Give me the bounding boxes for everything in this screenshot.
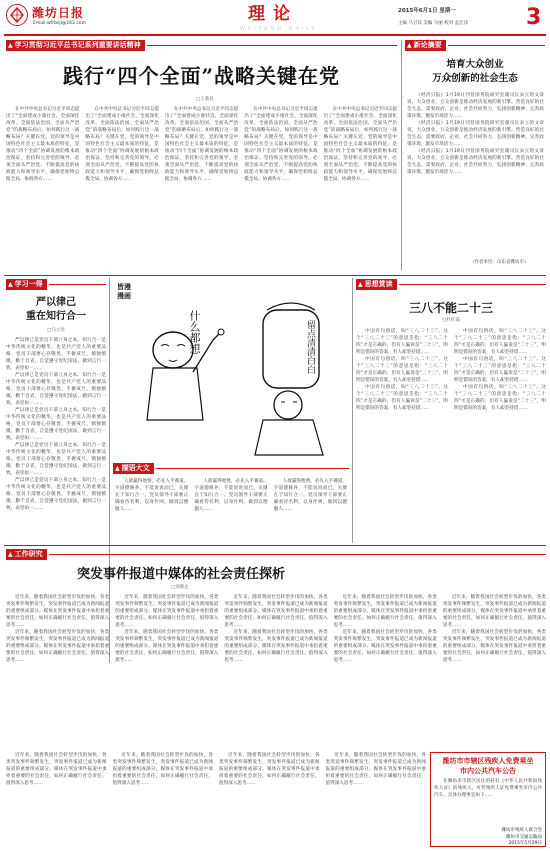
cartoon-panel: [113, 280, 349, 460]
notice-body: 在潍坊市市辖区居住的持有《中华人民共和国残疾人证》的残疾人，可凭残疾人证免费乘坐市内公共汽车。具体办理事宜如下……: [434, 779, 542, 799]
paper-name: 潍坊日报: [32, 6, 85, 20]
column-divider: [352, 278, 353, 543]
kite-logo-icon: [9, 7, 25, 23]
work-body: 近年来，随着我国社会转型步伐的加快，各类突发事件频繁发生，突发事件报道已成为新闻报道的重要组成部分。媒体在突发事件报道中承担着重要的社会责任，如何正确履行社会责任，值得深入思考…… 近年来，随着我国社会转型步伐的加快，各类突发事件频繁发生，突发事件报道已成为新闻报道的重要组成部分。媒体在突发事件报道中承担着重要的社会责任，如何正确履行社会责任，值得深入思考…… 近年来，随着我国社会转型步伐的加快，各类突发事件频繁发生，突发事件报道已成为新闻报道的重要组成部分。媒体在突发事件报道中承担着重要的社会责任，如何正确履行社会责任，值得深入思考…… 近年来，随着我国社会转型步伐的加快，各类突发事件频繁发生，突发事件报道已成为新闻报道的重要组成部分。媒体在突发事件报道中承担着重要的社会责任，如何正确履行社会责任，值得深入思考…… 近年来，随着我国社会转型步伐的加快，各类突发事件频繁发生，突发事件报道已成为新闻报道的重要组成部分。媒体在突发事件报道中承担着重要的社会责任，如何正确履行社会责任，值得深入思考…… 近年来，随着我国社会转型步伐的加快，各类突发事件频繁发生，突发事件报道已成为新闻报道的重要组成部分。媒体在突发事件报道中承担着重要的社会责任，如何正确履行社会责任，值得深入思考…… 近年来，随着我国社会转型步伐的加快，各类突发事件频繁发生，突发事件报道已成为新闻报道的重要组成部分。媒体在突发事件报道中承担着重要的社会责任，如何正确履行社会责任，值得深入思考…… 近年来，随着我国社会转型步伐的加快，各类突发事件频繁发生，突发事件报道已成为新闻报道的重要组成部分。媒体在突发事件报道中承担着重要的社会责任，如何正确履行社会责任，值得深入思考…… 近年来，随着我国社会转型步伐的加快，各类突发事件频繁发生，突发事件报道已成为新闻报道的重要组成部分。媒体在突发事件报道中承担着重要的社会责任，如何正确履行社会责任，值得深入思考…… 近年来，随着我国社会转型步伐的加快，各类突发事件频繁发生，突发事件报道已成为新闻报道的重要组成部分。媒体在突发事件报道中承担着重要的社会责任，如何正确履行社会责任，值得深入思考……: [6, 595, 547, 663]
series-banner: [6, 40, 397, 51]
notice-title-2: 市内公共汽车公告: [460, 766, 516, 776]
new-views-tag: 新论摘要: [413, 41, 442, 49]
study-title-2: 重在知行合一: [26, 311, 86, 322]
triangle-icon: ▲: [8, 551, 13, 558]
main-byline: □王新民: [196, 97, 214, 102]
main-article-col-4: 在中共中央总书记习近平同志提出了“全面建成小康社会、全面深化改革、全面依法治国、全面从严治党”的战略布局后，如何践行这一战略布局？关键在党。党的领导是中国特色社会主义最本质的特征，是推动“四个全面”协调发展的根本政治保证。坚持和完善党的领导，必须全面从严治党，不断提高党的执政能力和领导水平，确保党始终总揽全局、协调各方……: [244, 107, 318, 182]
section-title: 理论: [248, 4, 298, 24]
work-tag: 工作研究: [14, 550, 43, 558]
editors-line: 主编 马卫其 美编 马丽 校对 孟宏泽: [398, 21, 469, 26]
issue-date: 2015年6月1日 星期一: [398, 8, 456, 14]
column-divider: [401, 40, 402, 270]
cartoon-body-icon: [147, 368, 203, 420]
masthead: [0, 0, 550, 36]
study-tag: 学习一得: [14, 280, 43, 288]
new-views-body: 《经济日报》1月19日刊登国务院研究室副司长宋立的文章说，大众创业、万众创新是推动经济发展的新引擎。营造良好的社会生态，需要政府、企业、社会共同努力，弘扬创新精神，完善政策环境，激发市场活力…… 《经济日报》1月19日刊登国务院研究室副司长宋立的文章说，大众创业、万众创新是推动经济发展的新引擎。营造良好的社会生态，需要政府、企业、社会共同努力，弘扬创新精神，完善政策环境，激发市场活力…… 《经济日报》1月19日刊登国务院研究室副司长宋立的文章说，大众创业、万众创新是推动经济发展的新引擎。营造良好的社会生态，需要政府、企业、社会共同努力，弘扬创新精神，完善政策环境，激发市场活力……: [407, 93, 544, 175]
triangle-icon: ▲: [358, 281, 363, 288]
study-header: [6, 279, 106, 290]
thought-byline: □杜红霞: [442, 318, 460, 323]
triangle-icon: ▲: [115, 465, 120, 472]
thought-headline: 三八不能二十三: [408, 301, 493, 315]
masthead-email: Email:wfrbsjl@163.com: [33, 21, 86, 26]
notice-date: 2015年5月29日: [508, 841, 542, 847]
work-headline: 突发事件报道中媒体的社会责任探析: [76, 567, 285, 582]
main-article: [6, 106, 397, 272]
main-article-col-5: 在中共中央总书记习近平同志提出了“全面建成小康社会、全面深化改革、全面依法治国、全面从严治党”的战略布局后，如何践行这一战略布局？关键在党。党的领导是中国特色社会主义最本质的特征，是推动“四个全面”协调发展的根本政治保证。坚持和完善党的领导，必须全面从严治党，不断提高党的执政能力和领导水平，确保党始终总揽全局、协调各方……: [323, 107, 398, 182]
triangle-icon: ▲: [407, 42, 412, 49]
study-title-1: 严以律己: [36, 297, 76, 308]
main-article-col-3: 在中共中央总书记习近平同志提出了“全面建成小康社会、全面深化改革、全面依法治国、全面从严治党”的战略布局后，如何践行这一战略布局？关键在党。党的领导是中国特色社会主义最本质的特征，是推动“四个全面”协调发展的根本政治保证。坚持和完善党的领导，必须全面从严治党，不断提高党的执政能力和领导水平，确保党始终总揽全局、协调各方……: [164, 107, 239, 182]
cartoon-left-script: 什么都想: [188, 310, 201, 354]
series-title: 学习贯彻习近平总书记系列重要讲话精神: [14, 41, 141, 49]
work-header: [6, 549, 546, 560]
study-byline: □马立光: [47, 328, 65, 333]
page-number: 3: [526, 5, 542, 30]
masthead-rule: [4, 34, 546, 36]
cartoon-right-script: 留点清清白白: [305, 320, 315, 374]
cartoon-head-2-icon: [274, 391, 302, 419]
thought-header: [356, 279, 546, 290]
main-article-col-1: 在中共中央总书记习近平同志提出了“全面建成小康社会、全面深化改革、全面依法治国、全面从严治党”的战略布局后，如何践行这一战略布局？关键在党。党的领导是中国特色社会主义最本质的特征，是推动“四个全面”协调发展的根本政治保证。坚持和完善党的领导，必须全面从严治党，不断提高党的执政能力和领导水平，确保党始终总揽全局、协调各方……: [6, 107, 80, 182]
new-views-title-2: 万众创新的社会生态: [432, 73, 518, 84]
work-body-lower: 近年来，随着我国社会转型步伐的加快，各类突发事件频繁发生，突发事件报道已成为新闻报道的重要组成部分。媒体在突发事件报道中承担着重要的社会责任，如何正确履行社会责任，值得深入思考…… 近年来，随着我国社会转型步伐的加快，各类突发事件频繁发生，突发事件报道已成为新闻报道的重要组成部分。媒体在突发事件报道中承担着重要的社会责任，如何正确履行社会责任，值得深入思考…… 近年来，随着我国社会转型步伐的加快，各类突发事件频繁发生，突发事件报道已成为新闻报道的重要组成部分。媒体在突发事件报道中承担着重要的社会责任，如何正确履行社会责任，值得深入思考…… 近年来，随着我国社会转型步伐的加快，各类突发事件频繁发生，突发事件报道已成为新闻报道的重要组成部分。媒体在突发事件报道中承担着重要的社会责任，如何正确履行社会责任，值得深入思考……: [6, 753, 426, 786]
thought-tag: 思想赏读: [364, 280, 393, 288]
triangle-icon: ▲: [8, 42, 13, 49]
paper-logo: [6, 4, 28, 26]
cartoon-label-2: 漫画: [117, 291, 131, 300]
new-views-title-1: 培育大众创业: [446, 59, 504, 70]
essay-body: 人欲赢得他赞，必先入手赛道。字道德修养，不能说说而已，关键在于知行合一。党员领导干部要正确看待名利，以身作则，做到以德服人…… 人欲赢得他赞，必先入手赛道。字道德修养，不能说说而已，关键在于知行合一。党员领导干部要正确看待名利，以身作则，做到以德服人…… 人欲赢得他赞，必先入手赛道。字道德修养，不能说说而已，关键在于知行合一。党员领导干部要正确看待名利，以身作则，做到以德服人……: [115, 479, 347, 512]
triangle-icon: ▲: [8, 281, 13, 288]
essay-header: [113, 463, 349, 474]
notice-title-1: 潍坊市市辖区残疾人免费乘坐: [442, 756, 534, 765]
notice-signature-1: 潍坊市残疾人联合会: [501, 828, 542, 834]
notice-signature-2: 潍坊市交通运输局: [506, 834, 542, 840]
work-byline: □刘新企: [171, 585, 189, 590]
essay-tag: 撷语大文: [121, 464, 150, 472]
section-divider: [4, 545, 546, 546]
notice-box: [430, 752, 546, 847]
section-divider: [4, 275, 546, 276]
study-body: 严以律己是党员干部立身之本。知行合一是中华传统文化的精华，也是共产党人的重要品格。党员干部要心存敬畏、手握戒尺，慎独慎微、勤于自省，自觉遵守党纪国法，做到言行一致、表里如一…… 严以律己是党员干部立身之本。知行合一是中华传统文化的精华，也是共产党人的重要品格。党员干部要心存敬畏、手握戒尺，慎独慎微、勤于自省，自觉遵守党纪国法，做到言行一致、表里如一…… 严以律己是党员干部立身之本。知行合一是中华传统文化的精华，也是共产党人的重要品格。党员干部要心存敬畏、手握戒尺，慎独慎微、勤于自省，自觉遵守党纪国法，做到言行一致、表里如一…… 严以律己是党员干部立身之本。知行合一是中华传统文化的精华，也是共产党人的重要品格。党员干部要心存敬畏、手握戒尺，慎独慎微、勤于自省，自觉遵守党纪国法，做到言行一致、表里如一…… 严以律己是党员干部立身之本。知行合一是中华传统文化的精华，也是共产党人的重要品格。党员干部要心存敬畏、手握戒尺，慎独慎微、勤于自省，自觉遵守党纪国法，做到言行一致、表里如一……: [6, 338, 106, 511]
main-headline: 践行“四个全面”战略关键在党: [62, 64, 340, 88]
new-views-signature: （作者单位：山东省潍坊市）: [470, 260, 529, 265]
cartoon-label-1: 皆漫: [117, 282, 131, 291]
new-views-header: [405, 40, 545, 51]
thought-body: 中国有句俗话，叫“三八二十三”。这个“三八二十三”的意思是指：“三八二十四”才是正确的，但有人偏说是“二十三”，明明是错误的答案，有人却坚持错…… 中国有句俗话，叫“三八二十三”。这个“三八二十三”的意思是指：“三八二十四”才是正确的，但有人偏说是“二十三”，明明是错误的答案，有人却坚持错…… 中国有句俗话，叫“三八二十三”。这个“三八二十三”的意思是指：“三八二十四”才是正确的，但有人偏说是“二十三”，明明是错误的答案，有人却坚持错…… 中国有句俗话，叫“三八二十三”。这个“三八二十三”的意思是指：“三八二十四”才是正确的，但有人偏说是“二十三”，明明是错误的答案，有人却坚持错…… 中国有句俗话，叫“三八二十三”。这个“三八二十三”的意思是指：“三八二十四”才是正确的，但有人偏说是“二十三”，明明是错误的答案，有人却坚持错…… 中国有句俗话，叫“三八二十三”。这个“三八二十三”的意思是指：“三八二十四”才是正确的，但有人偏说是“二十三”，明明是错误的答案，有人却坚持错……: [356, 329, 546, 411]
section-title-en: WEIFANG DAILY: [240, 26, 318, 32]
main-article-col-2: 在中共中央总书记习近平同志提出了“全面建成小康社会、全面深化改革、全面依法治国、全面从严治党”的战略布局后，如何践行这一战略布局？关键在党。党的领导是中国特色社会主义最本质的特征，是推动“四个全面”协调发展的根本政治保证。坚持和完善党的领导，必须全面从严治党，不断提高党的执政能力和领导水平，确保党始终总揽全局、协调各方……: [85, 107, 159, 182]
